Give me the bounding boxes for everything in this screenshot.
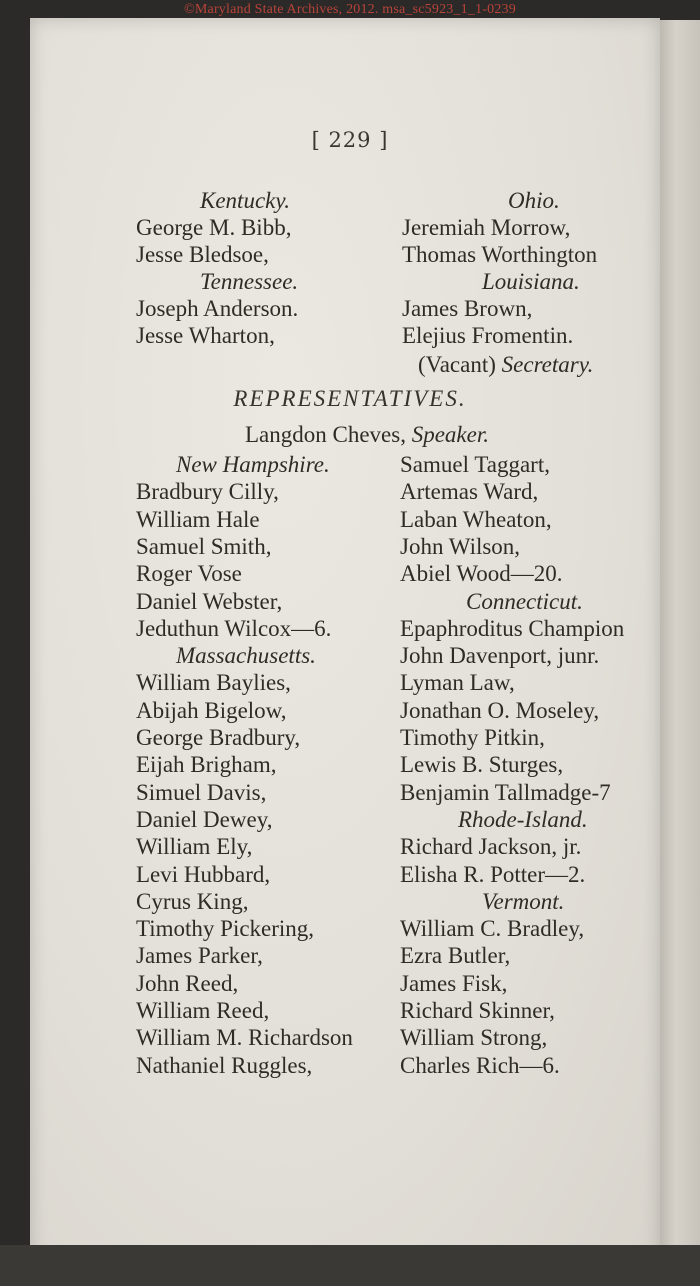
member-name: Jesse Bledsoe, xyxy=(136,242,269,267)
member-name: Nathaniel Ruggles, xyxy=(136,1052,313,1078)
representatives-heading: REPRESENTATIVES. xyxy=(233,386,467,411)
member-name: Joseph Anderson. xyxy=(136,296,299,321)
secretary-title: Secretary. xyxy=(501,352,594,377)
member-name: William C. Bradley, xyxy=(400,916,585,942)
member-name: William Strong, xyxy=(400,1025,548,1051)
member-name: Timothy Pickering, xyxy=(136,916,315,942)
member-name: Cyrus King, xyxy=(136,888,249,914)
member-name: Jeremiah Morrow, xyxy=(402,215,571,240)
page-edge xyxy=(660,20,700,1286)
state-heading: Tennessee. xyxy=(200,269,299,294)
speaker-title: Speaker. xyxy=(411,422,489,447)
member-name: Laban Wheaton, xyxy=(400,506,552,532)
member-name: Jesse Wharton, xyxy=(136,323,275,348)
member-name: James Brown, xyxy=(402,296,533,321)
member-name: James Parker, xyxy=(136,943,263,969)
member-name: Elisha R. Potter—2. xyxy=(400,861,586,887)
member-name: George Bradbury, xyxy=(136,725,301,750)
member-name: Charles Rich—6. xyxy=(400,1052,560,1078)
member-name: Richard Skinner, xyxy=(400,998,555,1023)
member-name: Eijah Brigham, xyxy=(136,752,277,778)
member-name: Artemas Ward, xyxy=(400,479,539,505)
member-name: Elejius Fromentin. xyxy=(402,323,574,348)
member-name: William M. Richardson xyxy=(136,1025,353,1051)
member-name: William Reed, xyxy=(136,998,270,1023)
member-name: Simuel Davis, xyxy=(136,779,267,805)
state-heading: Vermont. xyxy=(482,888,565,914)
member-name: Daniel Webster, xyxy=(136,588,283,614)
member-name: Samuel Taggart, xyxy=(400,452,550,477)
member-name: Abijah Bigelow, xyxy=(136,697,287,723)
member-name: John Wilson, xyxy=(400,533,521,559)
member-name: Bradbury Cilly, xyxy=(136,479,279,505)
state-heading: Connecticut. xyxy=(466,588,583,614)
member-name: John Reed, xyxy=(136,970,239,996)
member-name: John Davenport, junr. xyxy=(400,643,600,669)
member-name: Ezra Butler, xyxy=(400,943,511,969)
watermark: ©Maryland State Archives, 2012. msa_sc5923_1_1-0239 xyxy=(184,2,516,17)
member-name: Timothy Pitkin, xyxy=(400,725,545,750)
member-name: James Fisk, xyxy=(400,970,508,996)
bottom-edge xyxy=(0,1245,700,1286)
member-name: Richard Jackson, jr. xyxy=(400,834,582,860)
state-heading: Rhode-Island. xyxy=(458,806,588,832)
member-name: Lewis B. Sturges, xyxy=(400,752,564,778)
member-name: Samuel Smith, xyxy=(136,533,272,559)
state-heading: Louisiana. xyxy=(482,269,580,294)
speaker-name: Langdon Cheves, xyxy=(245,422,412,447)
member-name: Levi Hubbard, xyxy=(136,861,271,887)
page-number: [ 229 ] xyxy=(311,128,389,152)
state-heading: New Hampshire. xyxy=(176,452,330,477)
member-name: Jeduthun Wilcox—6. xyxy=(136,615,332,641)
member-name: William Ely, xyxy=(136,834,253,860)
member-name: Lyman Law, xyxy=(400,670,515,696)
vacant-secretary-line xyxy=(418,352,593,378)
member-name: Thomas Worthington xyxy=(402,242,598,267)
vacant-label: (Vacant) xyxy=(418,352,502,377)
member-name: Jonathan O. Moseley, xyxy=(400,697,600,723)
member-name: Abiel Wood—20. xyxy=(400,561,563,587)
member-name: Epaphroditus Champion xyxy=(400,615,625,641)
member-name: Daniel Dewey, xyxy=(136,806,273,832)
member-name: Roger Vose xyxy=(136,561,242,587)
member-name: Benjamin Tallmadge-7 xyxy=(400,779,611,805)
member-name: William Hale xyxy=(136,506,260,532)
member-name: William Baylies, xyxy=(136,670,291,696)
state-heading: Ohio. xyxy=(508,188,560,213)
state-heading: Massachusetts. xyxy=(176,643,316,669)
member-name: George M. Bibb, xyxy=(136,215,292,240)
speaker-line xyxy=(245,422,489,448)
state-heading: Kentucky. xyxy=(200,188,291,213)
